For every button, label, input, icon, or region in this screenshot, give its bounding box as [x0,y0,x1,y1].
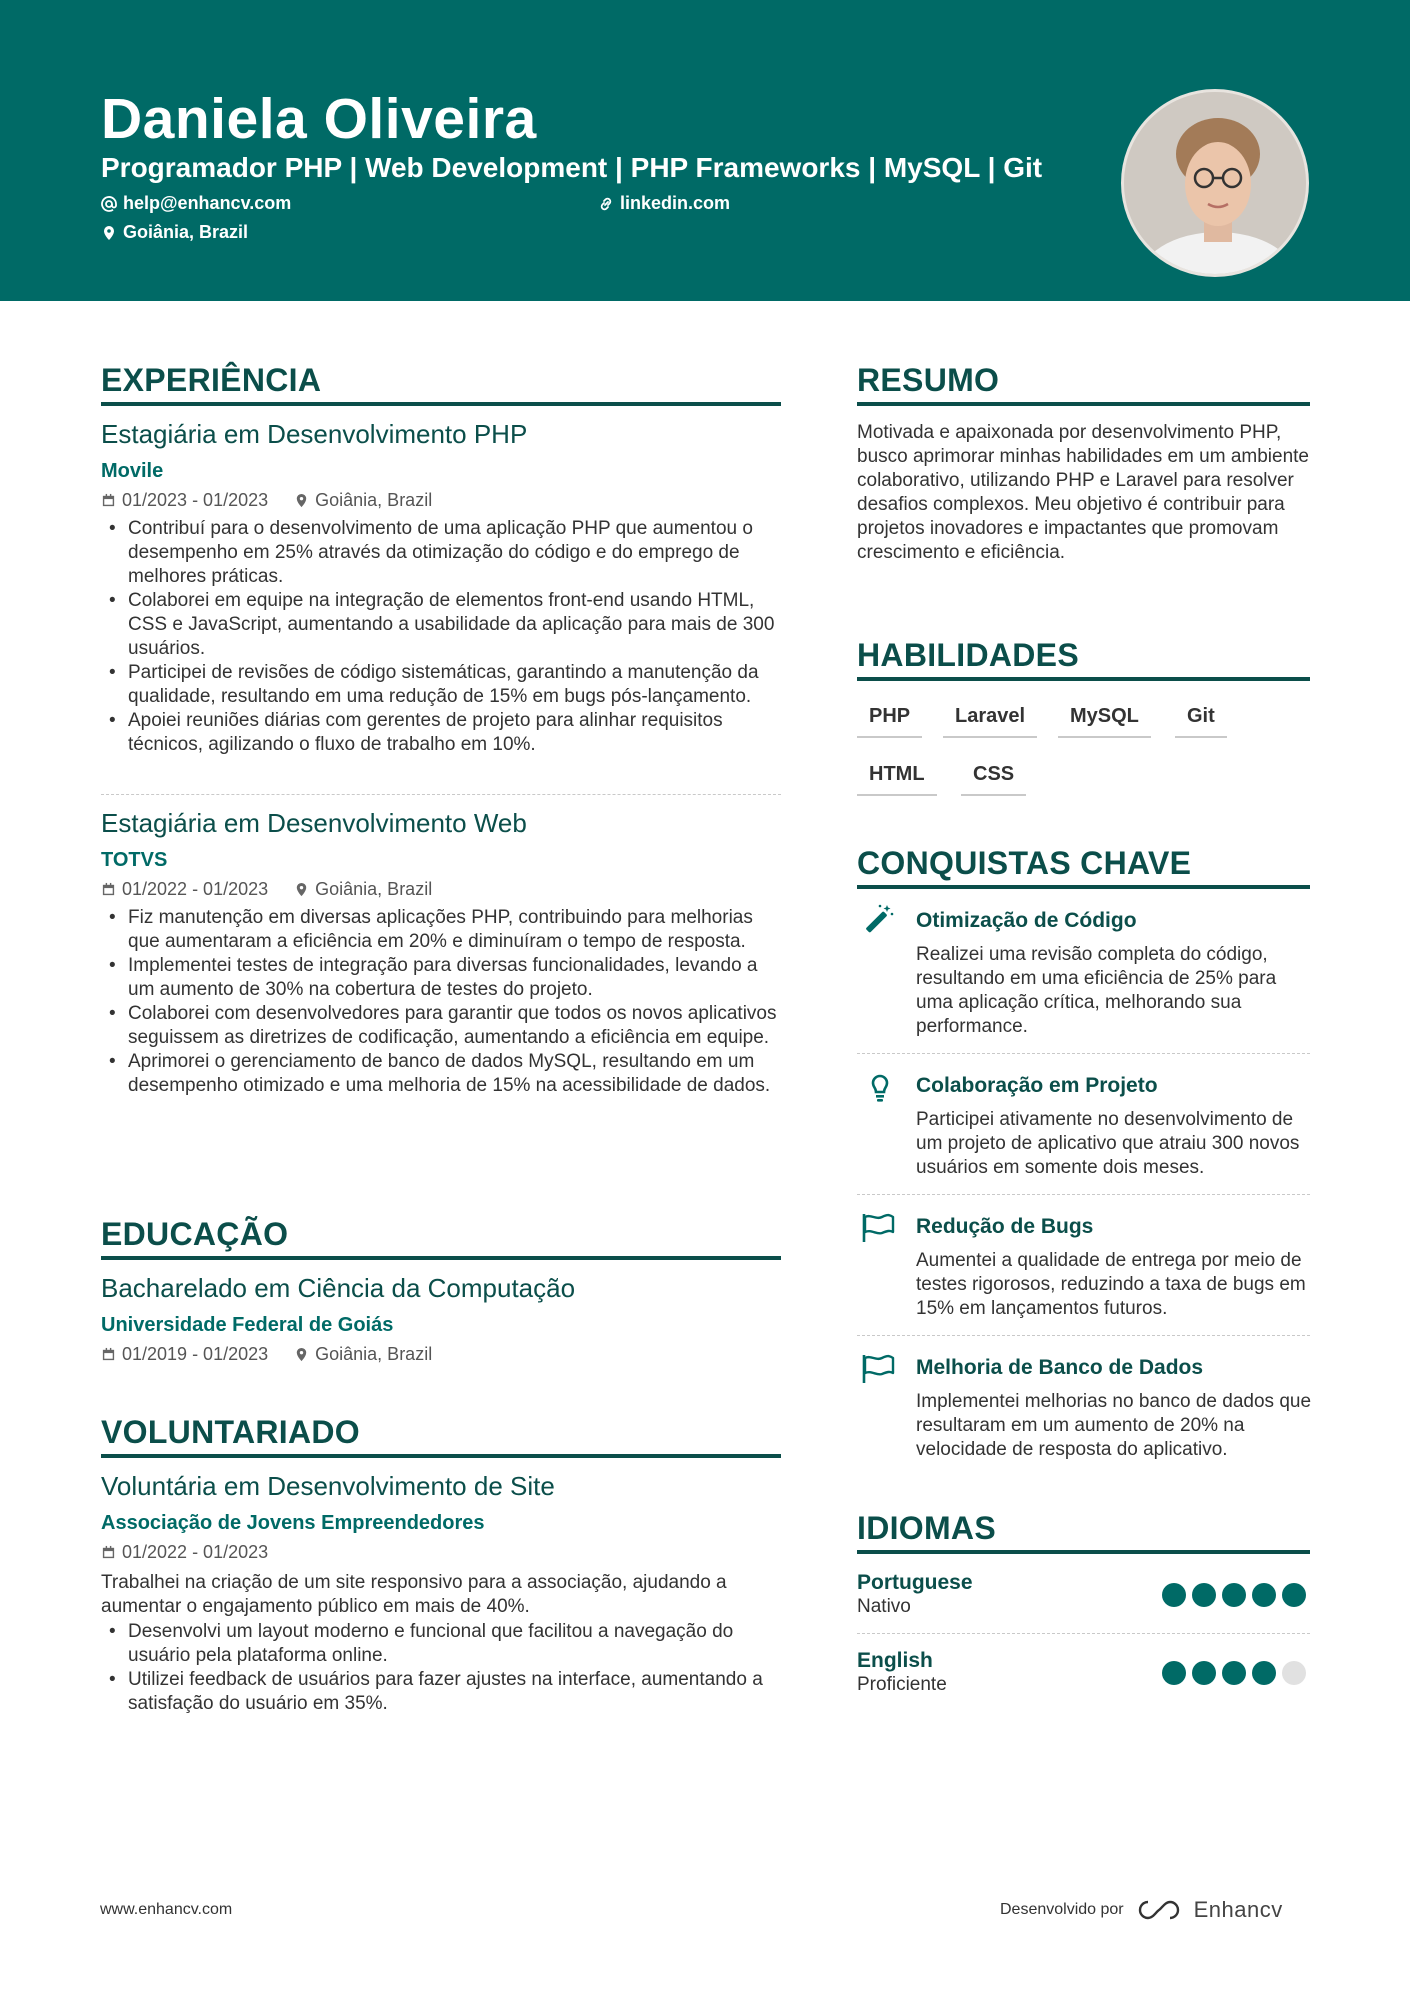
job-bullet: • Fiz manutenção em diversas aplicações PHP, contribuindo para melhorias que aumentaram a eficiência em 20% e diminuíram o tempo de resposta. [101,906,785,954]
achievements-section-title: CONQUISTAS CHAVE [857,845,1192,881]
job-location: Goiânia, Brazil [315,879,433,899]
contact-linkedin-text: linkedin.com [620,193,731,213]
achievement-title: Melhoria de Banco de Dados [916,1356,1204,1379]
volunteer-bullet: • Desenvolvi um layout moderno e funcional que facilitou a navegação do usuário pela plataforma online. [101,1620,785,1668]
rating-dot-filled [1162,1583,1186,1607]
calendar-icon [101,1545,116,1560]
language-name: Portuguese [857,1571,973,1594]
calendar-icon [101,493,116,508]
calendar-icon [101,1347,116,1362]
contact-location [101,222,248,243]
candidate-name: Daniela Oliveira [101,87,537,151]
languages-section-title: IDIOMAS [857,1510,996,1546]
volunteer-bullet: • Utilizei feedback de usuários para fazer ajustes na interface, aumentando a satisfação do usuário em 35%. [101,1668,785,1716]
skill-tag: Laravel [943,705,1037,738]
job-bullet: • Colaborei com desenvolvedores para garantir que todos os novos aplicativos seguissem as diretrizes de codificação, aumentando a eficiência em equipe. [101,1002,785,1050]
profile-photo-illustration [1124,92,1309,277]
rating-dot-filled [1252,1583,1276,1607]
summary-divider [857,402,1310,406]
flag-icon [860,1210,896,1246]
skill-tag: CSS [961,763,1026,796]
skills-section-title: HABILIDADES [857,637,1079,673]
volunteer-bullets [101,1620,785,1716]
experience-section-title: EXPERIÊNCIA [101,362,322,398]
achievement-separator [857,1335,1310,1336]
location-pin-icon [101,225,117,241]
location-pin-icon [294,882,309,897]
company-name: Movile [101,460,164,482]
job-dates: 01/2023 - 01/2023 [122,490,269,510]
achievement-separator [857,1053,1310,1054]
summary-text: Motivada e apaixonada por desenvolvimento PHP, busco aprimorar minhas habilidades em um ambiente colaborativo, utilizando PHP e Laravel para resolver desafios complexos. Meu objetivo é contribuir para projetos inovadores e impactantes que promovam crescimento e eficiência. [857,422,1310,563]
language-rating [1162,1583,1306,1607]
summary-section-title: RESUMO [857,362,1000,398]
job-meta [101,879,458,900]
job-bullet: • Participei de revisões de código sistemáticas, garantindo a manutenção da qualidade, resultando em uma redução de 15% em bugs pós-lançamento. [101,661,785,709]
contact-location-text: Goiânia, Brazil [123,222,249,242]
footer-powered-by: Desenvolvido por [1000,1901,1124,1918]
contact-email-text: help@enhancv.com [123,193,292,213]
lightbulb-icon [862,1069,898,1105]
profile-photo [1121,89,1309,277]
skill-tag: PHP [857,705,922,738]
achievement-desc: Implementei melhorias no banco de dados que resultaram em um aumento de 20% na velocidade de resposta do aplicativo. [916,1391,1312,1460]
footer-branding [1000,1897,1283,1923]
volunteer-role: Voluntária em Desenvolvimento de Site [101,1471,555,1501]
footer-brand-name: Enhancv [1193,1897,1283,1922]
skill-tag: HTML [857,763,937,796]
education-location: Goiânia, Brazil [315,1344,433,1364]
location-pin-icon [294,493,309,508]
job-bullet: • Contribuí para o desenvolvimento de uma aplicação PHP que aumentou o desempenho em 25% através da otimização do código e do emprego de melhores práticas. [101,517,785,589]
rating-dot-filled [1222,1583,1246,1607]
skill-tag: MySQL [1058,705,1151,738]
magic-wand-icon [860,902,896,938]
at-icon [101,196,117,212]
job-bullets [101,906,785,1098]
language-level: Nativo [857,1596,911,1617]
link-icon [598,196,614,212]
job-title: Estagiária em Desenvolvimento PHP [101,419,528,449]
language-name: English [857,1649,933,1672]
education-divider [101,1256,781,1260]
achievement-desc: Aumentei a qualidade de entrega por meio de testes rigorosos, reduzindo a taxa de bugs em 15% em lançamentos futuros. [916,1250,1306,1319]
rating-dot-filled [1192,1661,1216,1685]
achievement-title: Otimização de Código [916,909,1137,932]
header [0,0,1410,301]
footer-website[interactable]: www.enhancv.com [100,1901,233,1918]
education-section-title: EDUCAÇÃO [101,1216,289,1252]
skill-tag: Git [1175,705,1227,738]
achievement-desc: Participei ativamente no desenvolvimento de um projeto de aplicativo que atraiu 300 novos usuários em somente dois meses. [916,1109,1300,1178]
experience-divider [101,402,781,406]
achievement-title: Colaboração em Projeto [916,1074,1158,1097]
job-location: Goiânia, Brazil [315,490,433,510]
languages-divider [857,1550,1310,1554]
school-name: Universidade Federal de Goiás [101,1314,394,1336]
job-separator [101,794,781,795]
language-separator [857,1633,1310,1634]
enhancv-logo-icon [1136,1898,1182,1922]
achievement-desc: Realizei uma revisão completa do código, resultando em uma eficiência de 25% para uma aplicação crítica, melhorando sua performance. [916,944,1277,1037]
rating-dot-filled [1282,1583,1306,1607]
volunteering-divider [101,1454,781,1458]
job-title: Estagiária em Desenvolvimento Web [101,808,527,838]
volunteer-meta [101,1542,294,1563]
volunteer-org: Associação de Jovens Empreendedores [101,1512,485,1534]
language-level: Proficiente [857,1674,947,1695]
job-bullet: • Implementei testes de integração para diversas funcionalidades, levando a um aumento de 30% na cobertura de testes do projeto. [101,954,785,1002]
degree-title: Bacharelado em Ciência da Computação [101,1273,576,1303]
volunteer-dates: 01/2022 - 01/2023 [122,1542,269,1562]
calendar-icon [101,882,116,897]
rating-dot-filled [1222,1661,1246,1685]
contact-linkedin[interactable] [598,193,730,214]
rating-dot-filled [1252,1661,1276,1685]
language-rating [1162,1661,1306,1685]
education-dates: 01/2019 - 01/2023 [122,1344,269,1364]
skills-divider [857,677,1310,681]
rating-dot-empty [1282,1661,1306,1685]
rating-dot-filled [1162,1661,1186,1685]
achievements-divider [857,885,1310,889]
job-bullet: • Aprimorei o gerenciamento de banco de dados MySQL, resultando em um desempenho otimizado e uma melhoria de 15% na acessibilidade de dados. [101,1050,785,1098]
candidate-tagline: Programador PHP | Web Development | PHP Frameworks | MySQL | Git [101,152,1043,183]
job-bullet: • Apoiei reuniões diárias com gerentes de projeto para alinhar requisitos técnicos, agilizando o fluxo de trabalho em 10%. [101,709,785,757]
location-pin-icon [294,1347,309,1362]
contact-email[interactable] [101,193,291,214]
flag-icon [860,1351,896,1387]
job-bullets [101,517,785,757]
rating-dot-filled [1192,1583,1216,1607]
job-dates: 01/2022 - 01/2023 [122,879,269,899]
job-bullet: • Colaborei em equipe na integração de elementos front-end usando HTML, CSS e JavaScript, aumentando a usabilidade da aplicação para mais de 300 usuários. [101,589,785,661]
achievement-title: Redução de Bugs [916,1215,1094,1238]
education-meta [101,1344,458,1365]
company-name: TOTVS [101,849,168,871]
volunteer-summary: Trabalhei na criação de um site responsivo para a associação, ajudando a aumentar o engajamento público em mais de 40%. [101,1572,727,1617]
achievement-separator [857,1194,1310,1195]
volunteering-section-title: VOLUNTARIADO [101,1414,360,1450]
job-meta [101,490,458,511]
